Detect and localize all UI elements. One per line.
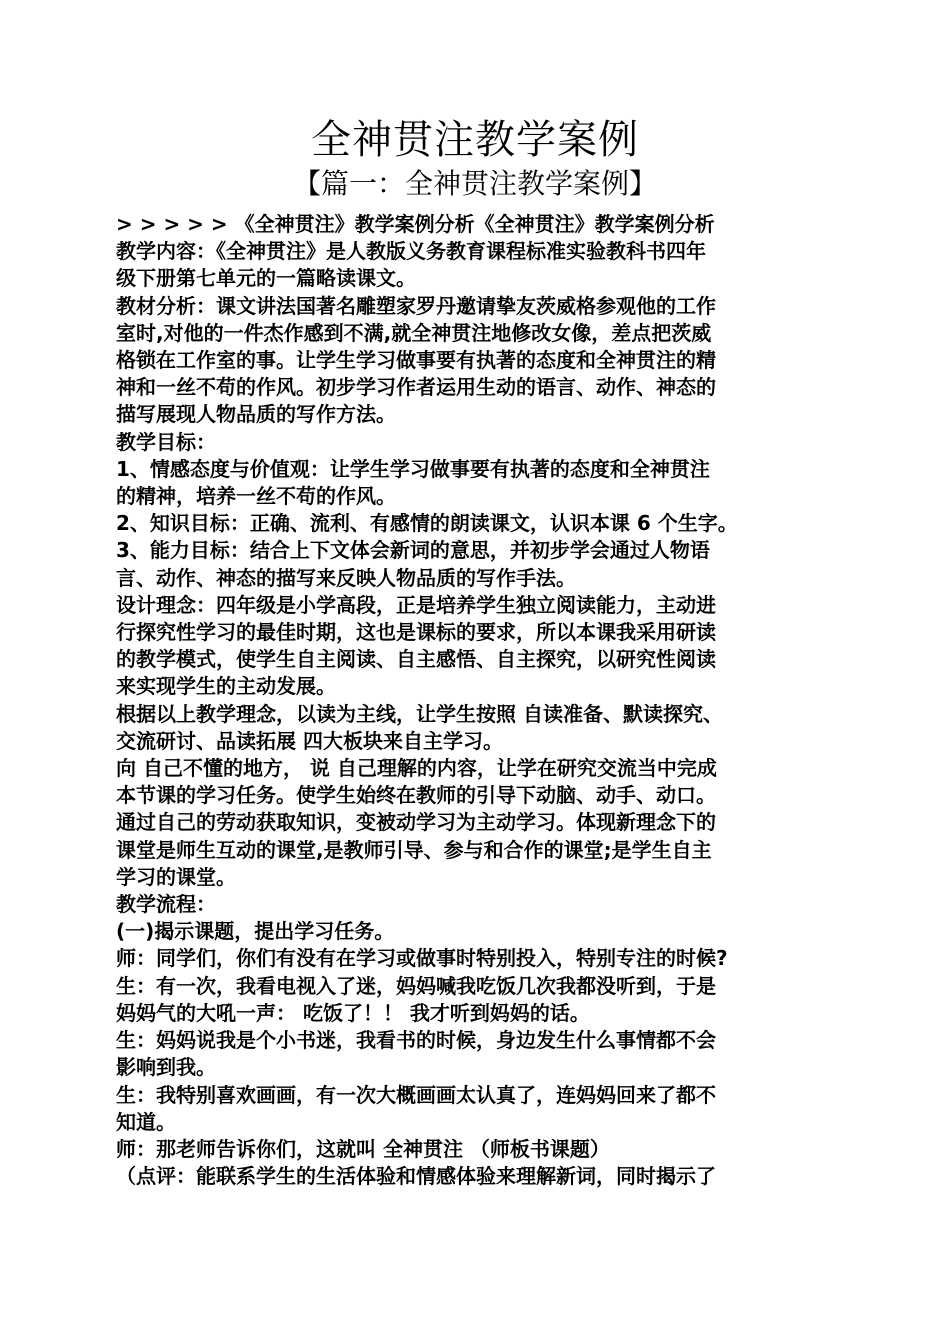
text-line: 行探究性学习的最佳时期，这也是课标的要求，所以本课我采用研读 <box>116 620 716 645</box>
text-line: 通过自己的劳动获取知识，变被动学习为主动学习。体现新理念下的 <box>116 810 716 835</box>
document-subtitle: 【篇一：全神贯注教学案例】 <box>292 167 657 200</box>
text-line: 教学目标： <box>116 429 216 454</box>
text-line: （点评：能联系学生的生活体验和情感体验来理解新词，同时揭示了 <box>116 1164 716 1189</box>
text-line: 描写展现人物品质的写作方法。 <box>116 402 396 427</box>
text-line: 师：那老师告诉你们，这就叫 全神贯注 （师板书课题） <box>116 1136 610 1161</box>
text-line: 知道。 <box>116 1109 176 1134</box>
text-line: 的教学模式，使学生自主阅读、自主感悟、自主探究，以研究性阅读 <box>116 647 716 672</box>
text-line: 言、动作、神态的描写来反映人物品质的写作手法。 <box>116 565 576 590</box>
text-line: 交流研讨、品读拓展 四大板块来自主学习。 <box>116 728 503 753</box>
text-line: 3、能力目标：结合上下文体会新词的意思，并初步学会通过人物语 <box>116 538 710 563</box>
text-line: 生：妈妈说我是个小书迷，我看书的时候，身边发生什么事情都不会 <box>116 1028 716 1053</box>
text-line: 教学内容：《全神贯注》是人教版义务教育课程标准实验教科书四年 <box>116 239 706 264</box>
text-line: 的精神，培养一丝不苟的作风。 <box>116 484 396 509</box>
text-line: 2、知识目标：正确、流利、有感情的朗读课文，认识本课 6 个生字。 <box>116 511 738 536</box>
text-line: 课堂是师生互动的课堂,是教师引导、参与和合作的课堂;是学生自主 <box>116 837 712 862</box>
text-line: 影响到我。 <box>116 1055 216 1080</box>
text-line: 向 自己不懂的地方， 说 自己理解的内容，让学在研究交流当中完成 <box>116 756 717 781</box>
text-line: 根据以上教学理念，以读为主线，让学生按照 自读准备、默读探究、 <box>116 701 723 726</box>
text-line: 来实现学生的主动发展。 <box>116 674 336 699</box>
text-line: 设计理念：四年级是小学高段，正是培养学生独立阅读能力，主动进 <box>116 592 716 617</box>
text-line: 妈妈气的大吼一声： 吃饭了！！ 我才听到妈妈的话。 <box>116 1000 590 1025</box>
text-line: 室时,对他的一件杰作感到不满,就全神贯注地修改女像，差点把茨威 <box>116 320 712 345</box>
text-line: 1、情感态度与价值观：让学生学习做事要有执著的态度和全神贯注 <box>116 456 710 481</box>
text-line: 教材分析：课文讲法国著名雕塑家罗丹邀请挚友茨威格参观他的工作 <box>116 293 716 318</box>
text-line: 师：同学们，你们有没有在学习或做事时特别投入，特别专注的时候? <box>116 946 728 971</box>
text-line: 学习的课堂。 <box>116 864 236 889</box>
text-line: > > > > > 《全神贯注》教学案例分析《全神贯注》教学案例分析 <box>116 212 715 236</box>
text-line: 级下册第七单元的一篇略读课文。 <box>116 266 416 291</box>
document-body <box>116 211 841 1190</box>
document-title: 全神贯注教学案例 <box>311 117 639 163</box>
text-line: 本节课的学习任务。使学生始终在教师的引导下动脑、动手、动口。 <box>116 783 716 808</box>
text-line: 格锁在工作室的事。让学生学习做事要有执著的态度和全神贯注的精 <box>116 348 716 373</box>
text-line: (一)揭示课题，提出学习任务。 <box>116 919 395 944</box>
text-line: 生：有一次，我看电视入了迷，妈妈喊我吃饭几次我都没听到，于是 <box>116 973 716 998</box>
text-line: 教学流程： <box>116 892 216 917</box>
text-line: 神和一丝不苟的作风。初步学习作者运用生动的语言、动作、神态的 <box>116 375 716 400</box>
text-line: 生：我特别喜欢画画，有一次大概画画太认真了，连妈妈回来了都不 <box>116 1082 716 1107</box>
